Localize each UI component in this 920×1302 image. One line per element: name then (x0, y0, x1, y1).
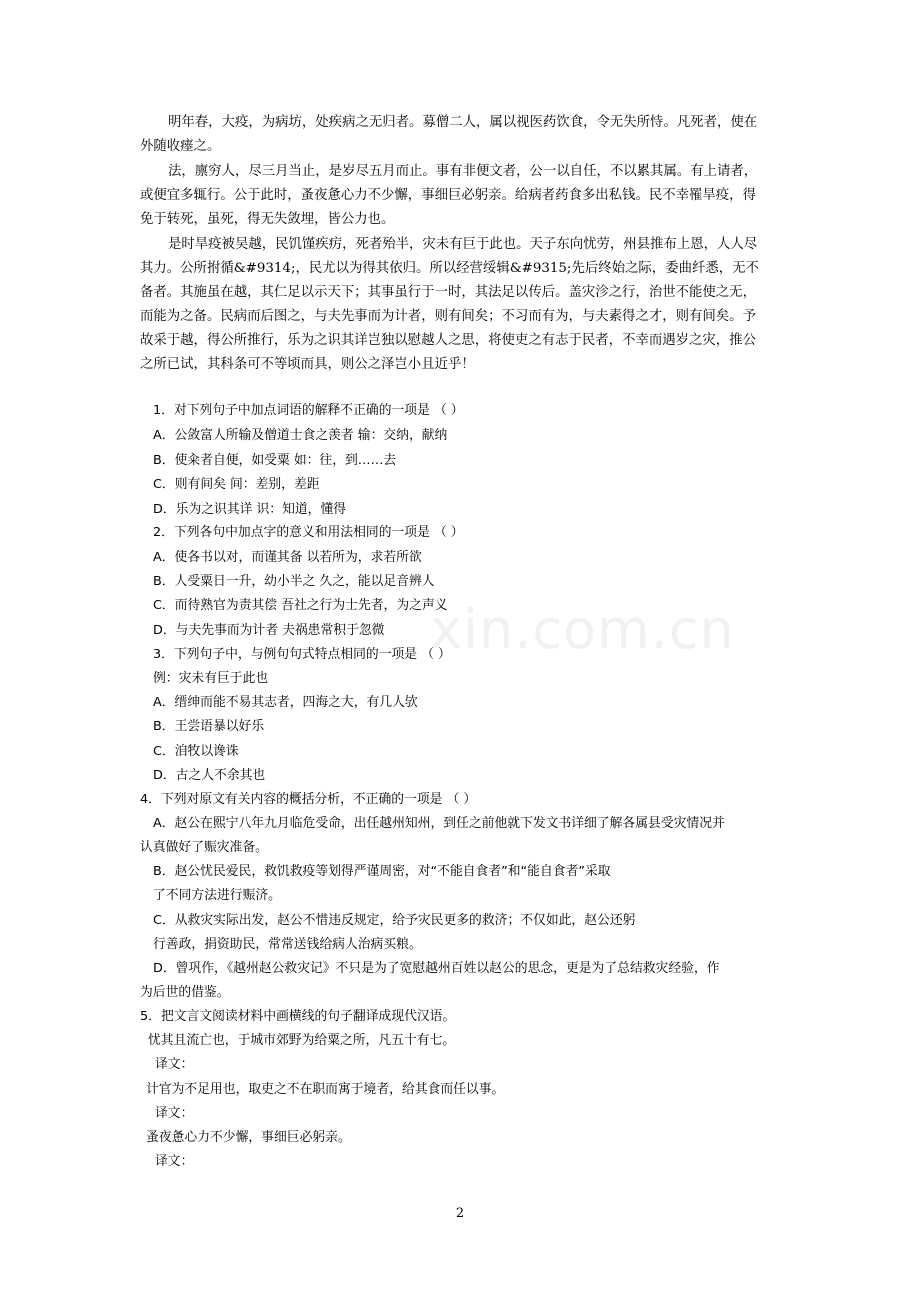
option-line: D．曾巩作，《越州赵公救灾记》不只是为了宽慰越州百姓以赵公的思念，更是为了总结救灾经验，作 (153, 961, 720, 976)
translation-label: 译文： (155, 1106, 194, 1121)
translation-sentence: 计官为不足用也，取吏之不在职而寓于境者，给其食而任以事。 (146, 1082, 505, 1097)
option-line: 了不同方法进行赈济。 (153, 888, 281, 903)
passage-line: 而能为之备。民病而后图之，与夫先事而为计者，则有间矣；不习而有为，与夫素得之才，则有间矣。予 (140, 309, 756, 324)
option-line: 认真做好了赈灾准备。 (140, 840, 268, 855)
example-line: 例：灾未有巨于此也 (153, 671, 269, 686)
passage-line: 或便宜多辄行。公于此时，蚤夜惫心力不少懈，事细巨必躬亲。给病者药食多出私钱。民不幸罹旱疫，得 (140, 188, 756, 203)
passage-line: 之所已试，其科条可不等顷而具，则公之泽岂小且近乎！ (140, 357, 475, 372)
page-number: 2 (455, 1206, 465, 1221)
option-line: A．公敛富人所输及僧道士食之羡者 输：交纳，献纳 (153, 428, 448, 443)
passage-line: 明年春，大疫，为病坊，处疾病之无归者。募僧二人，属以视医药饮食，令无失所恃。凡死者，使在 (168, 115, 758, 130)
option-line: B．使籴者自便，如受粟 如：往，到……去 (153, 453, 397, 468)
option-line: D．与夫先事而为计者 夫祸患常积于忽微 (153, 623, 385, 638)
question-heading: 5．把文言文阅读材料中画横线的句子翻译成现代汉语。 (140, 1009, 456, 1024)
passage-line: 法，廪穷人，尽三月当止，是岁尽五月而止。事有非便文者，公一以自任，不以累其属。有上请者， (168, 164, 758, 179)
option-line: A．赵公在熙宁八年九月临危受命，出任越州知州，到任之前他就下发文书详细了解各属县受灾情况并 (153, 816, 725, 831)
passage-line: 免于转死，虽死，得无失敛埋，皆公力也。 (140, 212, 395, 227)
passage-line: 备者。其施虽在越，其仁足以示天下；其事虽行于一时，其法足以传后。盖灾沴之行，治世不能使之无， (140, 285, 756, 300)
question-heading: 4．下列对原文有关内容的概括分析，不正确的一项是 （ ） (140, 792, 477, 807)
option-line: C．而待熟官为责其偿 吾社之行为士先者，为之声义 (153, 598, 448, 613)
option-line: A．使各书以对，而谨其备 以若所为，求若所欲 (153, 550, 422, 565)
option-line: B．赵公忧民爱民，救饥救疫等划得严谨周密，对“不能自食者”和“能自食者”采取 (153, 864, 611, 879)
option-line: C．则有间矣 间：差别，差距 (153, 477, 320, 492)
passage-line: 故采于越，得公所推行，乐为之识其详岂独以慰越人之思，将使吏之有志于民者，不幸而遇岁之灾，推公 (140, 333, 756, 348)
translation-label: 译文： (155, 1057, 194, 1072)
passage-line: 外随收瘗之。 (140, 139, 221, 154)
option-line: A．缙绅而能不易其志者，四海之大，有几人欤 (153, 695, 418, 710)
watermark: xin.com.cn (430, 598, 735, 661)
option-line: 为后世的借鉴。 (140, 985, 230, 1000)
option-line: D．乐为之识其详 识：知道，懂得 (153, 502, 347, 517)
question-heading: 1．对下列句子中加点词语的解释不正确的一项是 （ ） (153, 403, 464, 418)
translation-sentence: 忧其且流亡也，于城市郊野为给粟之所，凡五十有七。 (148, 1033, 456, 1048)
option-line: B．王尝语暴以好乐 (153, 719, 265, 734)
option-line: C．从救灾实际出发，赵公不惜违反规定，给予灾民更多的救济；不仅如此，赵公还躬 (153, 913, 636, 928)
translation-sentence: 蚤夜惫心力不少懈，事细巨必躬亲。 (146, 1130, 351, 1145)
question-heading: 2．下列各句中加点字的意义和用法相同的一项是 （ ） (153, 525, 464, 540)
option-line: D．古之人不余其也 (153, 768, 266, 783)
passage-line: 是时旱疫被吴越，民饥馑疾疠，死者殆半，灾未有巨于此也。天子东向忧劳，州县推布上恩，人人尽 (168, 237, 758, 252)
translation-label: 译文： (155, 1154, 194, 1169)
passage-line: 其力。公所拊循&#9314;，民尤以为得其依归。所以经营绥辑&#9315;先后终始之际，委曲纤悉，无不 (140, 261, 759, 276)
question-heading: 3．下列句子中，与例句句式特点相同的一项是 （ ） (153, 647, 451, 662)
option-line: B．人受粟日一升，幼小半之 久之，能以足音辨人 (153, 574, 435, 589)
option-line: C．洎牧以谗诛 (153, 744, 239, 759)
option-line: 行善政，捐资助民，常常送钱给病人治病买粮。 (153, 937, 422, 952)
